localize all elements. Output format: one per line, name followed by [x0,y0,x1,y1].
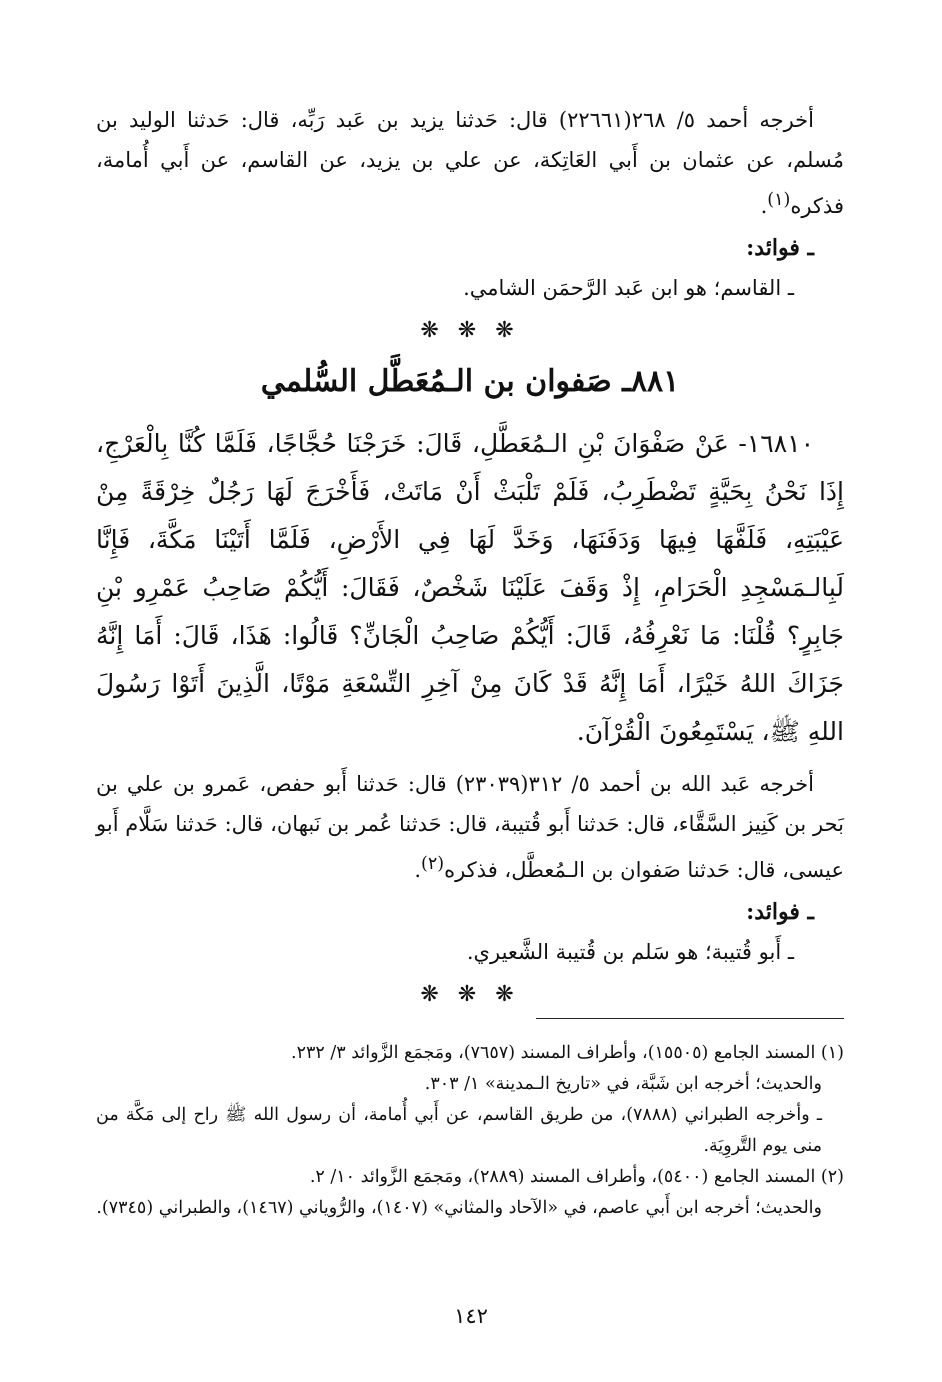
fawaid-item-2: ـ أَبو قُتيبة؛ هو سَلم بن قُتيبة الشَّعيري. [466,940,794,964]
takhrij-block-1 [96,100,844,308]
fawaid-item-1: ـ القاسم؛ هو ابن عَبد الرَّحمَن الشامي. [463,276,794,300]
footnote-2-line: والحديث؛ أخرجه ابن أَبي عاصم، في «الآحاد والمثاني» (١٤٠٧)، والرُّوياني (١٤٦٧)، والطبراني (٧٣٤٥). [96,1198,822,1218]
section-separator-1: ❋ ❋ ❋ [420,318,520,343]
takhrij-block-2 [96,764,844,972]
takhrij-paragraph-1 [96,100,844,226]
footnote-ref-2[interactable]: (٢) [421,854,445,874]
section-separator-2: ❋ ❋ ❋ [420,982,520,1007]
chapter-title: ٨٨١ـ صَفوان بن الـمُعَطَّل السُّلمي [260,364,680,399]
footnote-1: (١) المسند الجامع (١٥٥٠٥)، وأطراف المسند (٧٦٥٧)، ومَجمَع الزَّوائد ٣/ ٢٣٢. [291,1043,844,1063]
end-mark: . [760,194,768,218]
hadith-text: ١٦٨١٠- عَنْ صَفْوَانَ بْنِ الـمُعَطَّلِ، قَالَ: خَرَجْنَا حُجَّاجًا، فَلَمَّا كُنَّا بِالْعَرْجِ، إِذَا نَحْنُ بِحَيَّةٍ تَضْطَرِبُ، فَلَمْ تَلْبَثْ أَنْ مَاتَتْ، فَأَخْرَجَ لَهَا رَجُلٌ خِرْقَةً مِنْ عَيْبَتِهِ، فَلَفَّهَا فِيهَا وَدَفَنَهَا، وَخَدَّ لَهَا فِي الأَرْضِ، فَلَمَّا أَتَيْنَا مَكَّةَ، فَإِنَّا لَبِالـمَسْجِدِ الْحَرَامِ، إِذْ وَقَفَ عَلَيْنَا شَخْصٌ، فَقَالَ: أَيُّكُمْ صَاحِبُ عَمْرِو بْنِ جَابِرٍ؟ قُلْنَا: مَا نَعْرِفُهُ، قَالَ: أَيُّكُمْ صَاحِبُ الْجَانِّ؟ قَالُوا: هَذَا، قَالَ: أَمَا إِنَّهُ جَزَاكَ اللهُ خَيْرًا، أَمَا إِنَّهُ قَدْ كَانَ مِنْ آخِرِ التِّسْعَةِ مَوْتًا، الَّذِينَ أَتَوْا رَسُولَ اللهِ ﷺ، يَسْتَمِعُونَ الْقُرْآنَ. [96,429,844,746]
page-number: ١٤٢ [454,1304,488,1328]
takhrij-text: أخرجه عَبد الله بن أحمد ٥/ ٣١٢(٢٣٠٣٩) قال: حَدثنا أَبو حفص، عَمرو بن علي بن بَحر بن كَنِيز السَّقَّاء، قال: حَدثنا أَبو قُتيبة، قال: حَدثنا عُمر بن نَبهان، قال: حَدثنا سَلَّام أَبو عيسى، قال: حَدثنا صَفوان بن الـمُعطَّل، فذكره [96,772,844,882]
footnote-2: (٢) المسند الجامع (٥٤٠٠)، وأطراف المسند (٢٨٨٩)، ومَجمَع الزَّوائد ١٠/ ٢. [309,1167,844,1187]
footnote-divider [536,1018,844,1019]
footnote-ref-1[interactable]: (١) [767,190,791,210]
footnote-1-line: ـ وأخرجه الطبراني (٧٨٨٨)، من طريق القاسم، عن أَبي أُمامة، أن رسول الله ﷺ راح إلى مَكَّة من منى يوم التَّروِيَة. [96,1105,822,1156]
footnote-1-line: والحديث؛ أخرجه ابن شَبَّة، في «تاريخ الـمدينة» ١/ ٣٠٣. [424,1074,822,1094]
takhrij-text: أخرجه أحمد ٥/ ٢٦٨(٢٢٦٦١) قال: حَدثنا يزيد بن عَبد رَبِّه، قال: حَدثنا الوليد بن مُسلم، عن عثمان بن أَبي العَاتِكة، عن علي بن يزيد، عن القاسم، عن أَبي أُمامة، فذكره [96,108,844,218]
fawaid-heading-2: ـ فوائد: [746,899,814,925]
fawaid-heading-1: ـ فوائد: [746,235,814,261]
page-body [96,100,844,1218]
takhrij-paragraph-2 [96,764,844,890]
footnotes [96,1038,844,1224]
end-mark: . [414,858,422,882]
